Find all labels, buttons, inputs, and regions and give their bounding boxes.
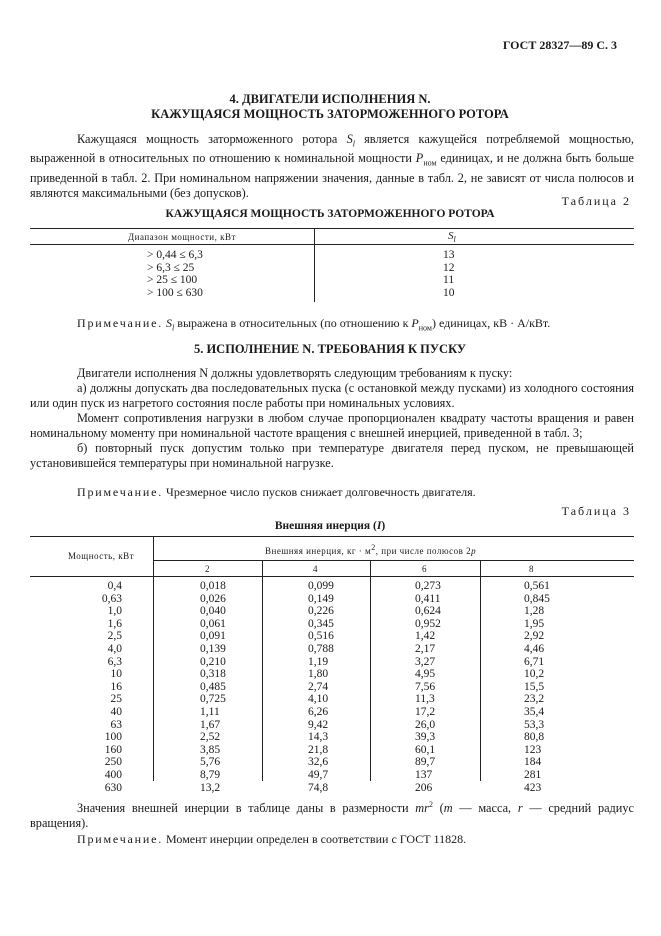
table3-pole8-cell: 53,3 <box>524 718 545 731</box>
footer-paragraph: Значения внешней инерции в таблице даны в размерности $mr^2$ (m — масса, r — средний радиус вращения). <box>30 800 634 831</box>
table2-header-rule <box>30 244 634 245</box>
page-header: ГОСТ 28327—89 С. 3 <box>502 38 617 52</box>
table3-pole6-cell: 60,1 <box>415 743 436 756</box>
table3-pole4-cell: 1,80 <box>308 668 329 681</box>
table2-title: КАЖУЩАЯСЯ МОЩНОСТЬ ЗАТОРМОЖЕННОГО РОТОРА <box>165 208 495 220</box>
table3-power-cell: 250 <box>104 756 122 769</box>
table3-pole6-cell: 7,56 <box>415 680 436 693</box>
table3-power-cell: 40 <box>110 705 122 718</box>
table2-note: Примечание. $S_l$ выражена в относительных (по отношению к $P_{ном}$) единицах, кВ · А/кВт. <box>77 316 551 333</box>
table3-pole4-cell: 0,099 <box>308 580 334 592</box>
table3-col1-header: Мощность, кВт <box>68 551 135 561</box>
table3-title: Внешняя инерция (I) <box>274 520 386 532</box>
table3-pole8-cell: 4,46 <box>524 642 545 655</box>
table3-pole2-column <box>200 580 226 794</box>
table3-power-cell: 63 <box>110 718 122 731</box>
table3-power-cell: 160 <box>104 743 122 756</box>
table3-pole8-cell: 184 <box>524 756 542 769</box>
section5-p2: а) должны допускать два последовательных пуска (с остановкой между пусками) из холодного состояния или один пуск из нагретого состояния после работы при номинальных условиях. <box>30 381 634 410</box>
section4-heading-line2: КАЖУЩАЯСЯ МОЩНОСТЬ ЗАТОРМОЖЕННОГО РОТОРА <box>151 107 509 121</box>
table3-subheader-rule <box>153 560 634 561</box>
table3-pole4-cell: 0,226 <box>308 605 334 618</box>
table3-pole2-cell: 0,725 <box>200 693 226 706</box>
table3-header-rule <box>30 576 634 577</box>
table3-divider-2 <box>262 560 263 781</box>
section5-heading: 5. ИСПОЛНЕНИЕ N. ТРЕБОВАНИЯ К ПУСКУ <box>193 342 467 356</box>
section5-note: Примечание. Чрезмерное число пусков снижает долговечность двигателя. <box>77 485 476 499</box>
table2-values <box>443 249 455 299</box>
table3-pole-header-2: 2 <box>205 564 210 574</box>
table3-pole6-cell: 206 <box>415 781 433 794</box>
table3-pole6-cell: 17,2 <box>415 705 436 718</box>
table2-col2-header: $S_l$ <box>448 230 456 245</box>
table3-power-cell: 100 <box>104 731 122 744</box>
table3-pole6-cell: 11,3 <box>415 693 435 706</box>
table3-pole4-cell: 32,6 <box>308 756 329 769</box>
table3-pole2-cell: 0,018 <box>200 580 226 592</box>
table3-pole4-cell: 0,345 <box>308 617 334 630</box>
table3-pole6-cell: 2,17 <box>415 642 436 655</box>
table3-power-cell: 0,4 <box>107 580 122 592</box>
table3-pole8-cell: 1,95 <box>524 617 545 630</box>
table3-divider-1 <box>153 536 154 781</box>
table3-pole8-cell: 0,561 <box>524 580 550 592</box>
table2-col1-header: Диапазон мощности, кВт <box>128 232 236 242</box>
table3-pole4-cell: 74,8 <box>308 781 329 794</box>
table3-power-column <box>88 580 122 794</box>
table3-pole8-cell: 80,8 <box>524 731 545 744</box>
table2-value: 12 <box>443 261 455 274</box>
table3-divider-4 <box>480 560 481 781</box>
table2-range: > 25 ≤ 100 <box>147 274 198 287</box>
table3-power-cell: 630 <box>104 781 122 794</box>
section5-p4: б) повторный пуск допустим только при температуре двигателя перед пуском, не превышающей установившейся температуры при номинальной нагрузке. <box>30 441 634 470</box>
table3-pole4-cell: 2,74 <box>308 680 329 693</box>
table3-pole4-cell: 21,8 <box>308 743 329 756</box>
table3-pole-header-6: 6 <box>422 564 427 574</box>
section5-p1: Двигатели исполнения N должны удовлетворять следующим требованиям к пуску: <box>77 366 513 380</box>
table3-pole4-cell: 4,10 <box>308 693 329 706</box>
table3-pole6-cell: 39,3 <box>415 731 436 744</box>
table3-pole6-column <box>415 580 441 794</box>
footer-note: Примечание. Момент инерции определен в соответствии с ГОСТ 11828. <box>77 832 467 846</box>
table3-pole6-cell: 26,0 <box>415 718 436 731</box>
table3-pole8-cell: 2,92 <box>524 630 545 643</box>
table3-pole4-cell: 0,516 <box>308 630 334 643</box>
table3-pole2-cell: 0,139 <box>200 642 226 655</box>
table2-value: 11 <box>443 274 455 287</box>
table3-pole2-cell: 0,061 <box>200 617 226 630</box>
table3-pole4-cell: 0,149 <box>308 592 334 605</box>
table3-pole4-cell: 0,788 <box>308 642 334 655</box>
table2-top-rule <box>30 228 634 229</box>
table3-pole6-cell: 89,7 <box>415 756 436 769</box>
table3-pole2-cell: 5,76 <box>200 756 221 769</box>
table2-ranges <box>147 249 203 299</box>
table3-pole2-cell: 0,026 <box>200 592 226 605</box>
table2-value: 13 <box>443 249 455 261</box>
table3-pole4-cell: 14,3 <box>308 731 329 744</box>
table3-pole2-cell: 13,2 <box>200 781 221 794</box>
table3-power-cell: 2,5 <box>107 630 122 643</box>
table3-pole2-cell: 0,040 <box>200 605 226 618</box>
table3-pole4-cell: 1,19 <box>308 655 329 668</box>
table3-pole2-cell: 1,11 <box>200 705 220 718</box>
table3-pole8-cell: 423 <box>524 781 542 794</box>
table2-range: > 6,3 ≤ 25 <box>147 261 195 274</box>
table3-pole8-cell: 123 <box>524 743 542 756</box>
table3-pole8-cell: 35,4 <box>524 705 545 718</box>
table3-pole6-cell: 1,42 <box>415 630 436 643</box>
section5-text <box>30 366 634 471</box>
table3-power-cell: 1,0 <box>107 605 122 618</box>
table3-pole2-cell: 1,67 <box>200 718 221 731</box>
table3-pole6-cell: 0,952 <box>415 617 441 630</box>
table3-power-cell: 1,6 <box>107 617 122 630</box>
table3-power-cell: 6,3 <box>107 655 122 668</box>
table3-pole6-cell: 3,27 <box>415 655 436 668</box>
table3-pole4-cell: 49,7 <box>308 768 329 781</box>
table3-pole-header-8: 8 <box>529 564 534 574</box>
table3-pole4-column <box>308 580 334 794</box>
table3-pole8-cell: 281 <box>524 768 542 781</box>
section4-heading-line1: 4. ДВИГАТЕЛИ ИСПОЛНЕНИЯ N. <box>229 92 431 106</box>
table3-pole8-cell: 6,71 <box>524 655 545 668</box>
table2-range: > 100 ≤ 630 <box>147 286 203 299</box>
section4-paragraph: Кажущаяся мощность заторможенного ротора $S_l$ является кажущейся потребляемой мощностью, выраженной в относительных по отношению к номинальной мощности $P_{ном}$ единицах, и не должна быть больше приведенной в табл. 2. При номинальном напряжении значения, данные в табл. 2, не зависят от числа полюсов и являются максимальными (без допусков). <box>30 132 635 200</box>
table3-power-cell: 10 <box>110 668 122 681</box>
table3-top-rule <box>30 536 634 537</box>
section5-p3: Момент сопротивления нагрузки в любом случае пропорционален квадрату частоты вращения и равен номинальному моменту при номинальной частоте вращения с внешней инерцией, приведенной в табл. 3; <box>30 411 634 440</box>
table3-pole6-cell: 0,273 <box>415 580 441 592</box>
table2-col-divider <box>314 228 315 302</box>
table3-divider-3 <box>370 560 371 781</box>
table2-range: > 0,44 ≤ 6,3 <box>147 249 203 261</box>
table3-pole8-cell: 15,5 <box>524 680 545 693</box>
table3-pole8-cell: 23,2 <box>524 693 545 706</box>
table3-pole2-cell: 0,210 <box>200 655 226 668</box>
table3-pole2-cell: 3,85 <box>200 743 221 756</box>
table3-pole8-cell: 0,845 <box>524 592 550 605</box>
table3-pole2-cell: 8,79 <box>200 768 221 781</box>
table3-caption: Таблица 3 <box>561 504 631 518</box>
table3-power-cell: 400 <box>104 768 122 781</box>
table3-pole-header-4: 4 <box>313 564 318 574</box>
table3-group-header: Внешняя инерция, кг · $м^2$, при числе полюсов 2p <box>265 543 477 556</box>
table3-pole2-cell: 0,091 <box>200 630 226 643</box>
table2-value: 10 <box>443 286 455 299</box>
table3-pole4-cell: 6,26 <box>308 705 329 718</box>
table3-pole8-column <box>524 580 550 794</box>
table3-power-cell: 16 <box>110 680 122 693</box>
table3-pole8-cell: 10,2 <box>524 668 545 681</box>
table3-pole2-cell: 0,318 <box>200 668 226 681</box>
table3-pole8-cell: 1,28 <box>524 605 545 618</box>
table3-pole6-cell: 0,624 <box>415 605 441 618</box>
table3-power-cell: 25 <box>110 693 122 706</box>
table3-pole6-cell: 0,411 <box>415 592 441 605</box>
table3-pole2-cell: 2,52 <box>200 731 221 744</box>
table2-caption: Таблица 2 <box>561 194 631 208</box>
table3-pole2-cell: 0,485 <box>200 680 226 693</box>
table3-power-cell: 0,63 <box>101 592 122 605</box>
table3-power-cell: 4,0 <box>107 642 122 655</box>
table3-pole4-cell: 9,42 <box>308 718 329 731</box>
table3-pole6-cell: 137 <box>415 768 433 781</box>
table3-pole6-cell: 4,95 <box>415 668 436 681</box>
